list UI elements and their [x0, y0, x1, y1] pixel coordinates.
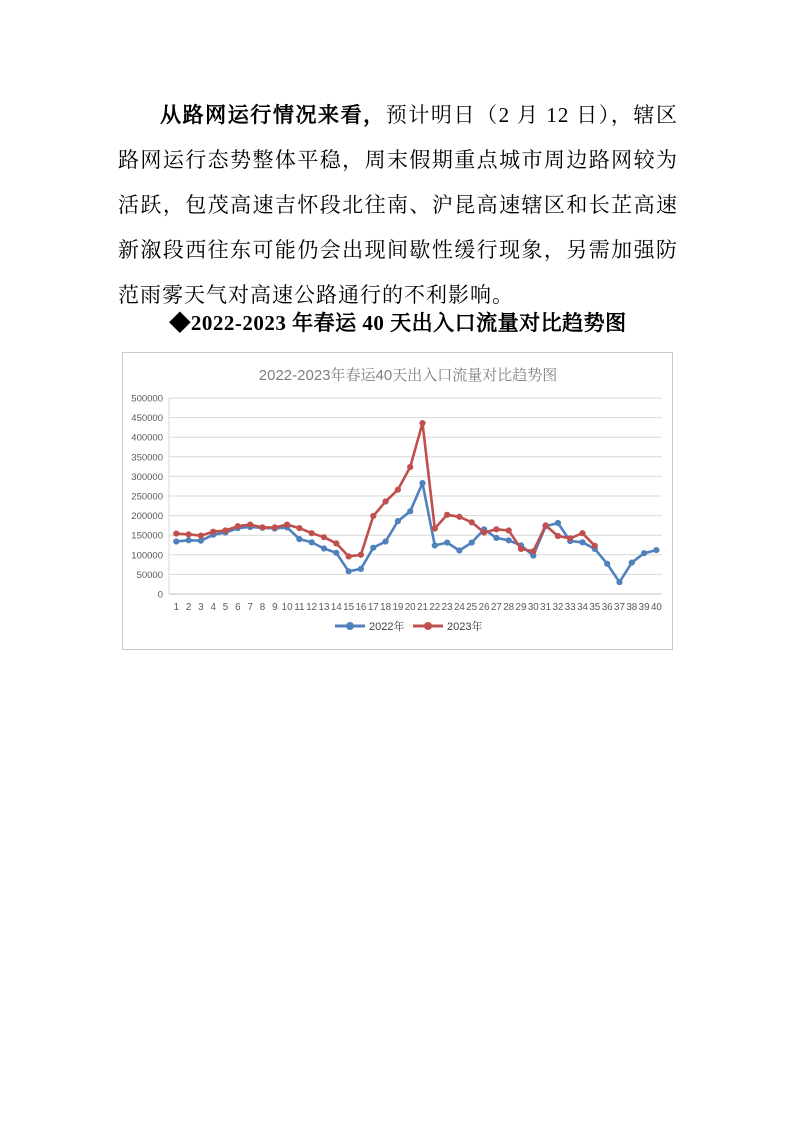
- data-point: [358, 566, 364, 572]
- data-point: [309, 539, 315, 545]
- body-paragraph: [118, 93, 678, 318]
- data-point: [555, 533, 561, 539]
- data-point: [506, 537, 512, 543]
- legend-marker: [346, 622, 354, 630]
- data-point: [653, 547, 659, 553]
- traffic-trend-chart: [123, 353, 672, 649]
- x-tick-label: 24: [453, 602, 465, 613]
- x-tick-label: 36: [601, 602, 613, 613]
- data-point: [284, 522, 290, 528]
- data-point: [210, 529, 216, 535]
- x-tick-label: 38: [626, 602, 638, 613]
- data-point: [641, 550, 647, 556]
- legend-marker: [424, 622, 432, 630]
- data-point: [346, 553, 352, 559]
- chart-heading: ◆2022-2023 年春运 40 天出入口流量对比趋势图: [169, 311, 627, 335]
- x-tick-label: 39: [638, 602, 650, 613]
- data-point: [629, 560, 635, 566]
- x-tick-label: 4: [210, 602, 216, 613]
- data-point: [481, 529, 487, 535]
- legend-label: 2023年: [447, 621, 483, 633]
- y-tick-label: 300000: [131, 471, 163, 483]
- y-tick-label: 400000: [131, 432, 163, 444]
- data-point: [346, 568, 352, 574]
- data-point: [616, 579, 622, 585]
- x-tick-label: 6: [235, 602, 241, 613]
- x-tick-label: 35: [589, 602, 601, 613]
- chart-title: 2022-2023年春运40天出入口流量对比趋势图: [258, 367, 558, 384]
- x-tick-label: 18: [380, 602, 392, 613]
- y-tick-label: 350000: [131, 452, 163, 464]
- x-tick-label: 8: [259, 602, 266, 613]
- data-point: [395, 518, 401, 524]
- data-point: [579, 539, 585, 545]
- data-point: [543, 522, 549, 528]
- data-point: [309, 530, 315, 536]
- data-point: [493, 526, 499, 532]
- data-point: [530, 548, 536, 554]
- data-point: [518, 546, 524, 552]
- data-point: [259, 524, 265, 530]
- data-point: [567, 535, 573, 541]
- x-tick-label: 34: [577, 602, 588, 613]
- y-tick-label: 0: [157, 589, 163, 601]
- x-tick-label: 32: [552, 602, 564, 613]
- data-point: [296, 525, 302, 531]
- data-point: [173, 531, 179, 537]
- legend-label: 2022年: [369, 621, 405, 633]
- data-point: [222, 527, 228, 533]
- x-tick-label: 5: [222, 602, 229, 613]
- y-tick-label: 200000: [131, 511, 163, 523]
- paragraph-body-text: 预计明日（2 月 12 日），辖区路网运行态势整体平稳，周末假期重点城市周边路网较为活跃，包茂高速吉怀段北往南、沪昆高速辖区和长芷高速新溆段西往东可能仍会出现间歇性缓行现象，另需加强防范雨雾天气对高速公路通行的不利影响。: [118, 103, 679, 307]
- x-tick-label: 3: [198, 602, 204, 613]
- x-tick-label: 20: [404, 602, 416, 613]
- data-point: [456, 514, 462, 520]
- x-tick-label: 19: [392, 602, 404, 613]
- x-tick-label: 10: [281, 602, 293, 613]
- y-tick-label: 500000: [131, 393, 163, 405]
- data-point: [419, 480, 425, 486]
- chart-frame: [122, 352, 673, 650]
- x-tick-label: 26: [478, 602, 490, 613]
- data-point: [247, 522, 253, 528]
- data-point: [469, 519, 475, 525]
- x-tick-label: 13: [318, 602, 330, 613]
- x-tick-label: 15: [343, 602, 355, 613]
- data-point: [186, 531, 192, 537]
- data-point: [555, 520, 561, 526]
- x-tick-label: 31: [540, 602, 552, 613]
- data-point: [444, 512, 450, 518]
- y-axis-labels: [131, 394, 163, 601]
- x-axis-labels: [174, 602, 663, 613]
- y-tick-label: 50000: [136, 569, 163, 581]
- data-point: [321, 545, 327, 551]
- x-tick-label: 9: [272, 602, 278, 613]
- data-point: [407, 464, 413, 470]
- x-tick-label: 17: [367, 602, 379, 613]
- x-tick-label: 1: [173, 602, 180, 613]
- data-point: [407, 508, 413, 514]
- data-point: [173, 538, 179, 544]
- x-tick-label: 21: [417, 602, 428, 613]
- x-tick-label: 37: [614, 602, 625, 613]
- data-point: [592, 543, 598, 549]
- x-tick-label: 16: [355, 602, 367, 613]
- data-point: [432, 525, 438, 531]
- data-point: [333, 550, 339, 556]
- x-tick-label: 27: [490, 602, 502, 613]
- data-point: [370, 545, 376, 551]
- data-point: [395, 487, 401, 493]
- x-tick-label: 11: [294, 602, 305, 613]
- y-tick-label: 450000: [131, 413, 163, 425]
- y-tick-label: 250000: [131, 491, 163, 503]
- data-point: [444, 540, 450, 546]
- data-point: [469, 540, 475, 546]
- data-point: [456, 547, 462, 553]
- data-point: [506, 527, 512, 533]
- x-tick-label: 14: [330, 602, 342, 613]
- x-tick-label: 23: [441, 602, 453, 613]
- paragraph-lead-bold: 从路网运行情况来看，: [160, 103, 386, 127]
- data-point: [370, 513, 376, 519]
- x-tick-label: 29: [515, 602, 527, 613]
- data-point: [321, 534, 327, 540]
- x-tick-label: 33: [564, 602, 576, 613]
- data-point: [383, 498, 389, 504]
- data-point: [419, 420, 425, 426]
- y-tick-label: 150000: [131, 530, 163, 542]
- data-point: [579, 530, 585, 536]
- x-tick-label: 25: [466, 602, 478, 613]
- data-point: [272, 524, 278, 530]
- data-point: [358, 552, 364, 558]
- data-point: [432, 542, 438, 548]
- data-point: [235, 523, 241, 529]
- data-point: [186, 537, 192, 543]
- data-point: [296, 536, 302, 542]
- y-tick-label: 100000: [131, 550, 163, 562]
- chart-legend: [335, 619, 482, 633]
- data-point: [493, 535, 499, 541]
- data-point: [383, 538, 389, 544]
- x-tick-label: 7: [247, 602, 253, 613]
- x-tick-label: 28: [503, 602, 515, 613]
- x-tick-label: 22: [429, 602, 441, 613]
- x-tick-label: 40: [650, 602, 662, 613]
- data-point: [333, 540, 339, 546]
- data-point: [604, 561, 610, 567]
- x-tick-label: 30: [527, 602, 539, 613]
- x-tick-label: 12: [306, 602, 318, 613]
- x-tick-label: 2: [185, 602, 192, 613]
- data-point: [198, 533, 204, 539]
